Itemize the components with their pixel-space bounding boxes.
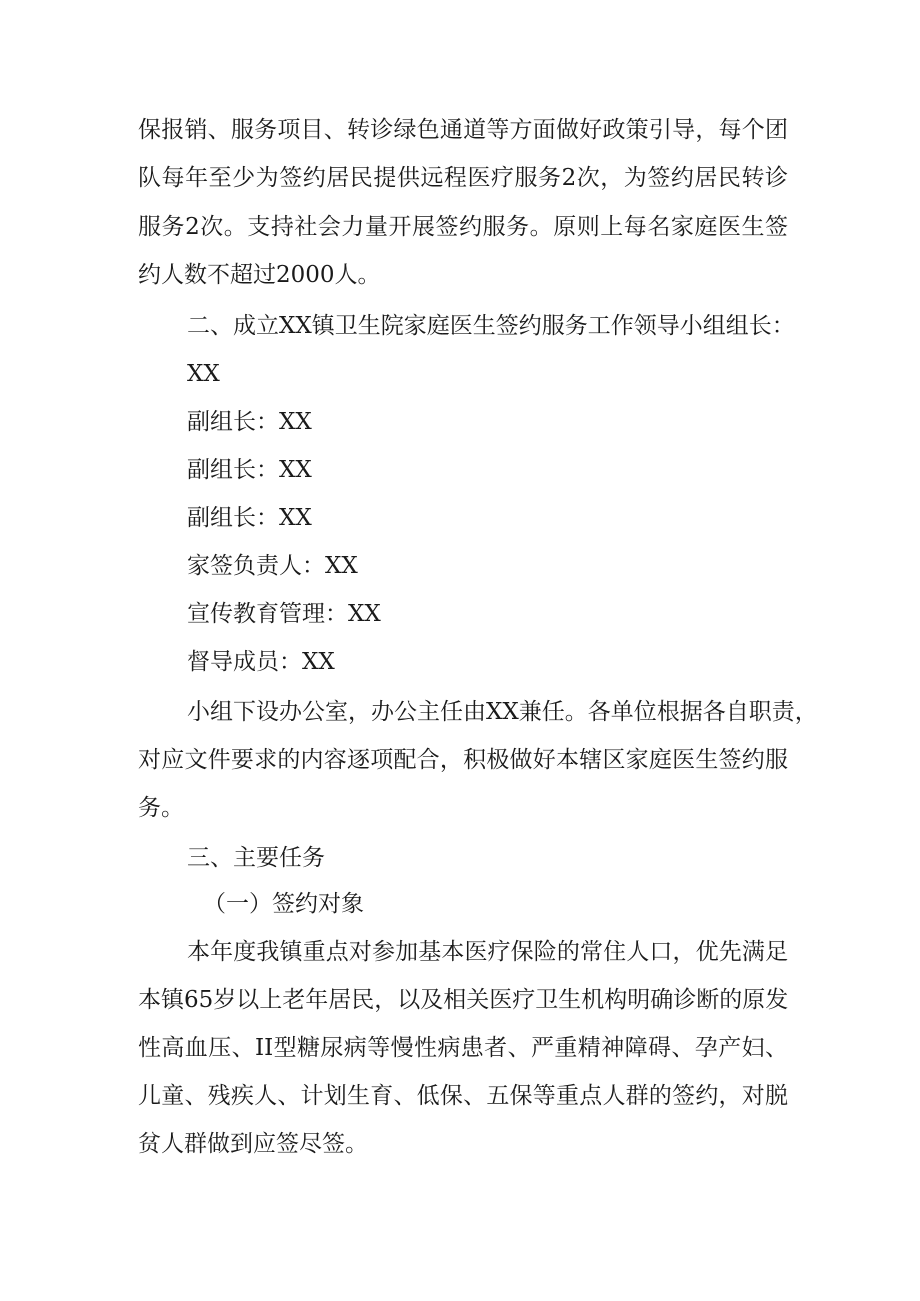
paragraph-line: 小组下设办公室，办公主任由XX兼任。各单位根据各自职责， [187,699,818,725]
leader-name: XX [187,361,220,387]
paragraph-line: 本年度我镇重点对参加基本医疗保险的常住人口，优先满足 [187,939,788,965]
paragraph-line: 对应文件要求的内容逐项配合，积极做好本辖区家庭医生签约服 [138,747,788,773]
section-heading: 三、主要任务 [187,845,325,871]
member-line: 副组长：XX [187,409,312,435]
paragraph-line: 性高血压、II型糖尿病等慢性病患者、严重精神障碍、孕产妇、 [138,1035,788,1061]
paragraph-line: 约人数不超过2000人。 [138,262,381,288]
paragraph-line: 服务2次。支持社会力量开展签约服务。原则上每名家庭医生签 [138,214,788,240]
paragraph-line: 本镇65岁以上老年居民，以及相关医疗卫生机构明确诊断的原发 [138,987,789,1013]
section-heading: 二、成立XX镇卫生院家庭医生签约服务工作领导小组组长： [187,313,795,339]
member-line: 副组长：XX [187,505,312,531]
member-line: 督导成员：XX [187,649,335,675]
paragraph-line: 保报销、服务项目、转诊绿色通道等方面做好政策引导，每个团 [138,117,788,143]
member-line: 宣传教育管理：XX [187,601,381,627]
paragraph-line: 务。 [138,795,184,821]
paragraph-line: 儿童、残疾人、计划生育、低保、五保等重点人群的签约，对脱 [138,1083,788,1109]
member-line: 副组长：XX [187,457,312,483]
paragraph-line: 贫人群做到应签尽签。 [138,1131,368,1157]
subsection-heading: （一）签约对象 [203,891,364,917]
member-line: 家签负责人：XX [187,553,358,579]
paragraph-line: 队每年至少为签约居民提供远程医疗服务2次，为签约居民转诊 [138,165,788,191]
